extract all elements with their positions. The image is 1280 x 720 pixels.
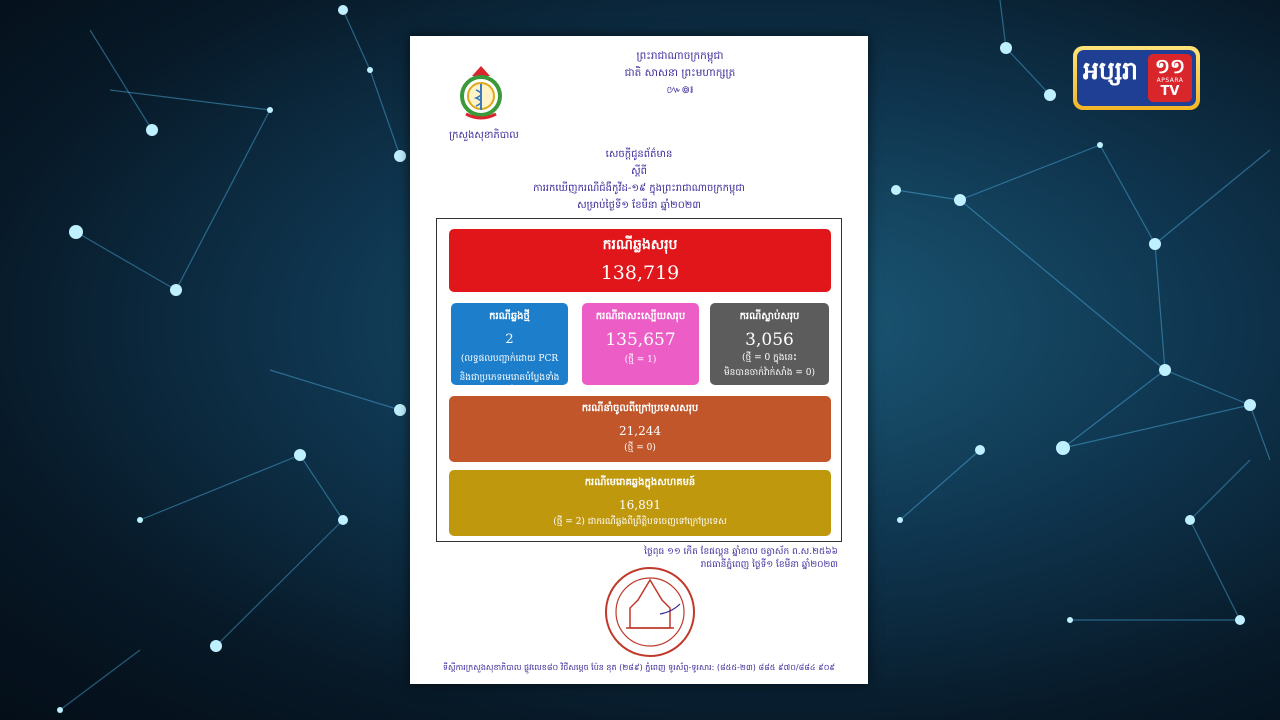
national-motto: ជាតិ សាសនា ព្រះមហាក្សត្រ xyxy=(624,67,736,79)
imported-value: 21,244 xyxy=(619,424,661,438)
deaths-label: ករណីស្លាប់សរុប xyxy=(739,311,800,322)
ministry-emblem-icon xyxy=(452,62,510,126)
new-cases-value: 2 xyxy=(505,332,514,347)
official-seal-icon xyxy=(600,564,700,660)
new-cases-note-1: (លទ្ធផលបញ្ជាក់ដោយ PCR xyxy=(460,354,559,364)
total-cases-value: 138,719 xyxy=(600,262,680,284)
channel-logo-sub: APSARA xyxy=(1156,77,1184,84)
ministry-name: ក្រសួងសុខាភិបាល xyxy=(449,130,519,141)
total-cases-card xyxy=(449,229,831,292)
imported-note: (ថ្មី = 0) xyxy=(624,443,656,453)
stats-panel xyxy=(436,218,842,542)
channel-logo xyxy=(1073,46,1200,110)
release-title xyxy=(470,146,808,214)
imported-label: ករណីនាំចូលពីក្រៅប្រទេសសរុប xyxy=(581,403,699,414)
solar-date: រាជធានីភ្នំពេញ ថ្ងៃទី១ ខែមីនា ឆ្នាំ២០២៣ xyxy=(700,560,838,570)
lunar-date: ថ្ងៃពុធ ១១ កើត ខែផល្គុន ឆ្នាំខាល ចត្វាស័ក ព.ស.២៥៦៦ xyxy=(644,547,838,557)
press-release-document xyxy=(410,36,868,684)
title-line-2: ស្តីពី xyxy=(631,166,647,177)
title-line-3: ការរកឃើញករណីជំងឺកូវីដ-១៩ ក្នុងព្រះរាជាណាចក្រកម្ពុជា xyxy=(533,183,745,194)
recovered-value: 135,657 xyxy=(605,330,676,350)
community-cases-card xyxy=(449,470,831,536)
title-line-1: សេចក្តីជូនព័ត៌មាន xyxy=(605,149,673,160)
document-footer: ទីស្តីការក្រសួងសុខាភិបាល ផ្លូវលេខ៨០ វិថីសម្តេច ប៉ែន នុត (២៨៩) ភ្នំពេញ ទូរស័ព្ទ-ទូរសារ: (៨៥៥-២៣) ៨៨៥ ៩៧០/៨៨៤ ៩០៩ xyxy=(442,663,836,672)
recovered-card xyxy=(582,303,699,385)
kingdom-header xyxy=(560,48,800,99)
channel-logo-number: ១១ xyxy=(1154,54,1186,78)
new-cases-card xyxy=(451,303,568,396)
total-cases-label: ករណីឆ្លងសរុប xyxy=(602,237,678,253)
recovered-note: (ថ្មី = 1) xyxy=(624,355,657,365)
deaths-value: 3,056 xyxy=(745,330,794,350)
channel-logo-name: អប្សរា xyxy=(1083,56,1139,85)
deaths-note-1: (ថ្មី = 0 ក្នុងនេះ xyxy=(741,353,798,363)
deaths-note-2: មិនបានចាក់វ៉ាក់សាំង = 0) xyxy=(723,368,816,378)
channel-logo-badge xyxy=(1148,54,1192,102)
title-line-4: សម្រាប់ថ្ងៃទី១ ខែមីនា ឆ្នាំ២០២៣ xyxy=(577,200,701,211)
channel-logo-tv: TV xyxy=(1160,84,1180,99)
recovered-label: ករណីជាសះស្បើយសរុប xyxy=(595,311,686,322)
community-label: ករណីមេរោគឆ្លងក្នុងសហគមន៍ xyxy=(584,477,696,488)
new-cases-label: ករណីឆ្លងថ្មី xyxy=(489,311,530,322)
deaths-card xyxy=(710,303,829,385)
new-cases-note-2: និងជាប្រភេទមេរោគបំប្លែងទាំងអស់) xyxy=(459,373,560,396)
community-note: (ថ្មី = 2) ជាករណីឆ្លងពីព្រឹត្តិបទចេញទៅក្រៅប្រទេស xyxy=(553,517,727,527)
community-value: 16,891 xyxy=(619,498,661,512)
kingdom-name: ព្រះរាជាណាចក្រកម្ពុជា xyxy=(636,50,724,62)
header-ornament: ៚៙៛ xyxy=(666,84,694,96)
imported-cases-card xyxy=(449,396,831,462)
